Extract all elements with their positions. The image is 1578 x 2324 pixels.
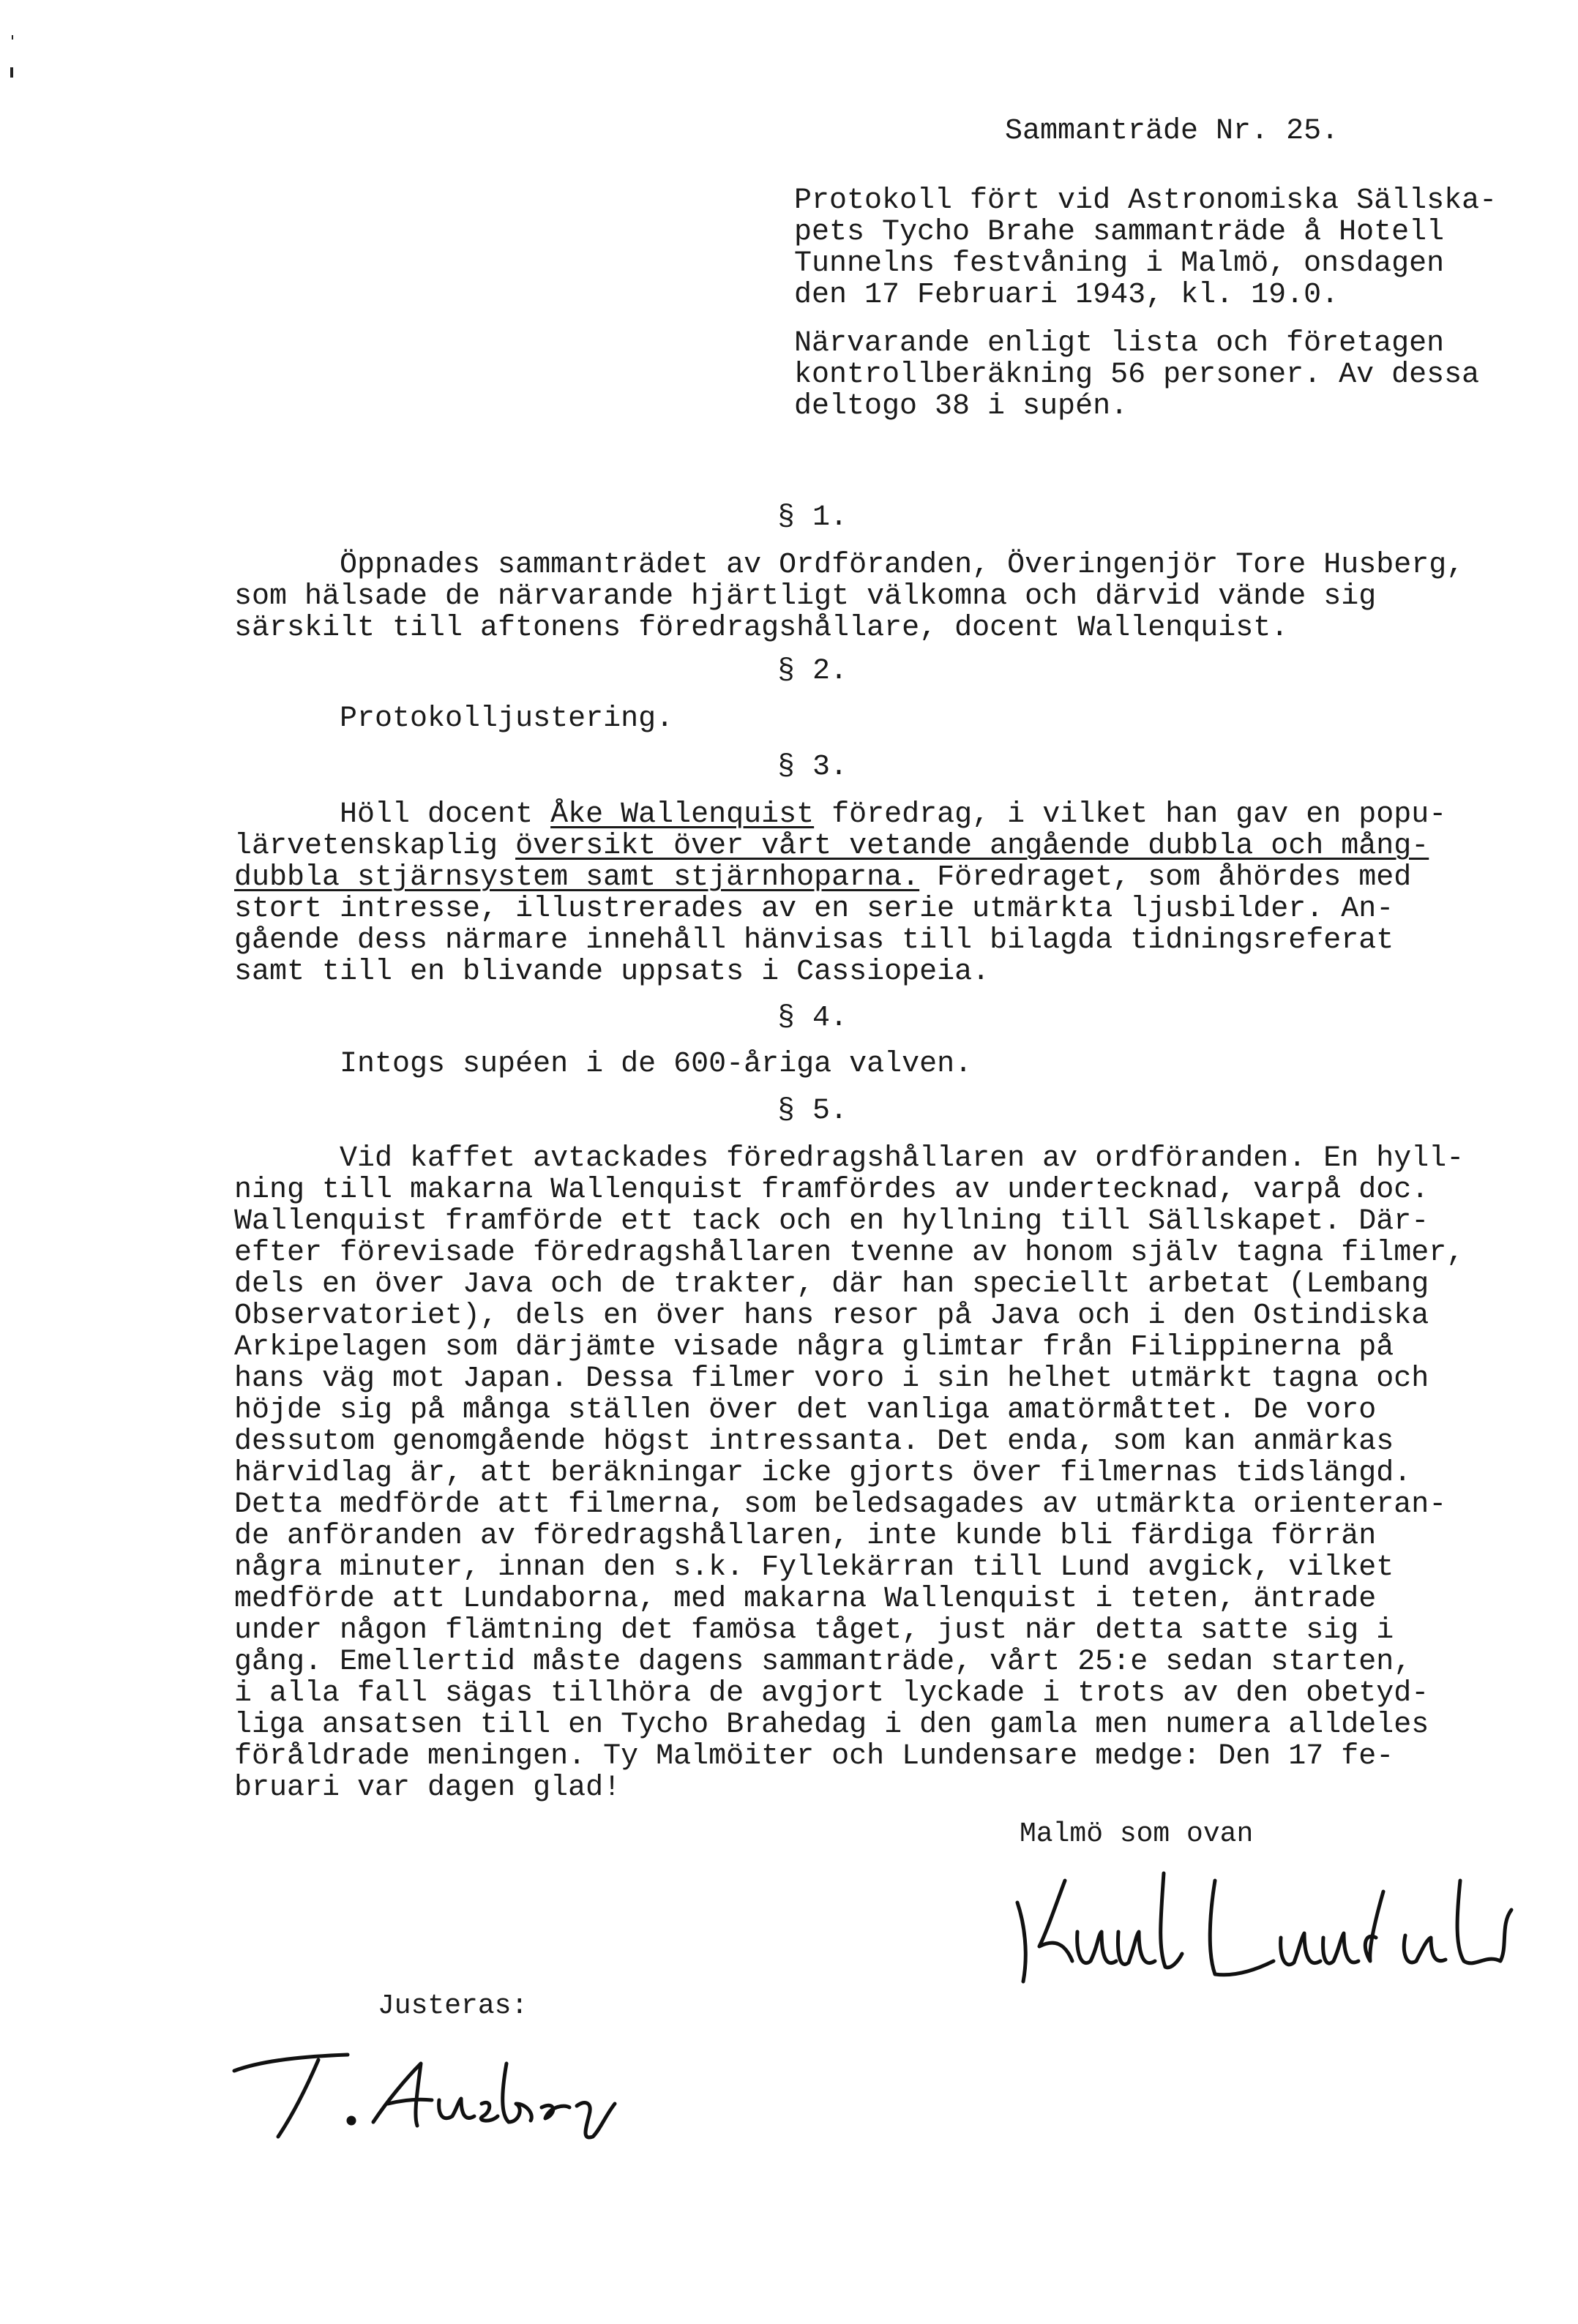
body-line: Detta medförde att filmerna, som beledsagades av utmärkta orienteran-: [234, 1488, 1447, 1521]
body-line: Protokolljustering.: [234, 702, 674, 735]
body-line: Observatoriet), dels en över hans resor på Java och i den Ostindiska: [234, 1300, 1429, 1332]
text-run: lärvetenskaplig: [234, 830, 516, 863]
margin-mark: [10, 67, 13, 78]
body-line: under någon flämtning det famösa tåget, just när detta satte sig i: [234, 1614, 1394, 1647]
section-heading: § 5.: [777, 1095, 848, 1128]
justeras-label: Justeras:: [378, 1990, 528, 2022]
body-line: efter förevisade föredragshållaren tvenne av honom själv tagna filmer,: [234, 1237, 1465, 1270]
body-line: härvidlag är, att beräkningar icke gjorts över filmernas tidslängd.: [234, 1457, 1412, 1490]
body-line: Öppnades sammanträdet av Ordföranden, Överingenjör Tore Husberg,: [234, 549, 1465, 582]
body-line: Wallenquist framförde ett tack och en hyllning till Sällskapet. Där-: [234, 1205, 1429, 1238]
attendance-line: deltogo 38 i supén.: [794, 390, 1129, 423]
body-line: höjde sig på många ställen över det vanliga amatörmåttet. De voro: [234, 1394, 1377, 1427]
body-line: de anföranden av föredragshållaren, inte kunde bli färdiga förrän: [234, 1520, 1377, 1553]
underlined-name: Åke Wallenquist: [550, 798, 815, 831]
text-run: föredrag, i vilket han gav en popu-: [814, 798, 1447, 831]
intro-line: den 17 Februari 1943, kl. 19.0.: [794, 279, 1339, 312]
body-line: ning till makarna Wallenquist framfördes av undertecknad, varpå doc.: [234, 1174, 1429, 1207]
body-line: stort intresse, illustrerades av en serie utmärkta ljusbilder. An-: [234, 893, 1394, 926]
attendance-line: Närvarande enligt lista och företagen: [794, 327, 1445, 360]
body-line: i alla fall sägas tillhöra de avgjort lyckade i trots av den obetyd-: [234, 1677, 1429, 1710]
body-line: [234, 831, 1429, 862]
section-heading: § 2.: [777, 655, 848, 688]
body-line: dels en över Java och de trakter, där han speciellt arbetat (Lembang: [234, 1268, 1429, 1301]
intro-line: Protokoll fört vid Astronomiska Sällska-: [794, 184, 1497, 217]
body-line: Arkipelagen som därjämte visade några glimtar från Filippinerna på: [234, 1331, 1394, 1364]
body-line: några minuter, innan den s.k. Fyllekärran till Lund avgick, vilket: [234, 1551, 1394, 1584]
body-line: liga ansatsen till en Tycho Brahedag i den gamla men numera alldeles: [234, 1709, 1429, 1742]
body-line: dessutom genomgående högst intressanta. Det enda, som kan anmärkas: [234, 1425, 1394, 1458]
body-line: bruari var dagen glad!: [234, 1772, 621, 1804]
secretary-signature: [995, 1851, 1530, 1990]
body-line: som hälsade de närvarande hjärtligt välkomna och därvid vände sig: [234, 580, 1377, 613]
text-run: Föredraget, som åhördes med: [919, 861, 1412, 894]
intro-line: pets Tycho Brahe sammanträde å Hotell: [794, 216, 1445, 249]
meeting-number: Sammanträde Nr. 25.: [1005, 115, 1339, 148]
intro-line: Tunnelns festvåning i Malmö, onsdagen: [794, 247, 1445, 280]
body-line: Vid kaffet avtackades föredragshållaren av ordföranden. En hyll-: [234, 1142, 1465, 1175]
chairman-signature: [220, 2034, 629, 2144]
section-heading: § 3.: [777, 751, 848, 784]
section-heading: § 4.: [777, 1002, 848, 1035]
body-line: föråldrade meningen. Ty Malmöiter och Lundensare medge: Den 17 fe-: [234, 1740, 1394, 1773]
attendance-line: kontrollberäkning 56 personer. Av dessa: [794, 359, 1480, 391]
body-line: samt till en blivande uppsats i Cassiopeia.: [234, 956, 990, 989]
body-line: Intogs supéen i de 600-åriga valven.: [234, 1048, 973, 1081]
closing-place: Malmö som ovan: [1020, 1818, 1254, 1850]
body-line: [234, 862, 1411, 893]
body-line: medförde att Lundaborna, med makarna Wallenquist i teten, äntrade: [234, 1583, 1377, 1616]
text-run: Höll docent: [234, 798, 551, 831]
margin-mark: [12, 35, 13, 40]
section-heading: § 1.: [777, 501, 848, 534]
body-line: gående dess närmare innehåll hänvisas till bilagda tidningsreferat: [234, 924, 1394, 957]
body-line: hans väg mot Japan. Dessa filmer voro i sin helhet utmärkt tagna och: [234, 1362, 1429, 1395]
body-line: särskilt till aftonens föredragshållare, docent Wallenquist.: [234, 612, 1289, 645]
body-line: gång. Emellertid måste dagens sammanträde, vårt 25:e sedan starten,: [234, 1646, 1412, 1679]
underlined-topic: dubbla stjärnsystem samt stjärnhoparna.: [234, 861, 920, 894]
underlined-topic: översikt över vårt vetande angående dubbla och mång-: [515, 830, 1429, 863]
body-line: [234, 799, 1446, 831]
